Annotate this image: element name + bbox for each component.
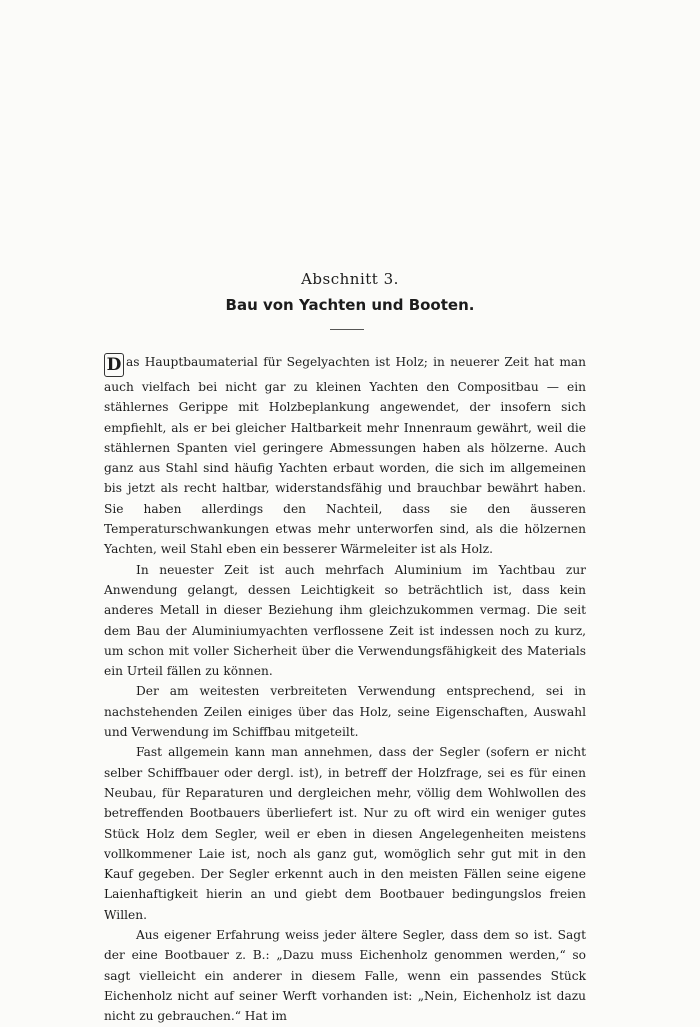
title-divider (330, 329, 364, 330)
paragraph-1-text: as Hauptbaumaterial für Segelyachten ist Holz; in neuerer Zeit hat man auch vielfach bei nicht gar zu kleinen Yachten den Compositbau — ein stählernes Gerippe mit Holzbeplankung angewendet, der insofern sich empfiehlt, als er bei gleicher Haltbarkeit mehr Innenraum gewährt, weil die stählernen Spanten viel geringere Abmessungen haben als hölzerne. Auch ganz aus Stahl sind häufig Yachten erbaut worden, die sich im allgemeinen bis jetzt als recht haltbar, widerstandsfähig und brauchbar bewährt haben. Sie haben allerdings den Nachteil, dass sie den äusseren Temperaturschwankungen etwas mehr unterworfen sind, als die hölzernen Yachten, weil Stahl eben ein besserer Wärmeleiter ist als Holz. (104, 355, 586, 557)
paragraph-1 (104, 352, 586, 560)
paragraph-3: Der am weitesten verbreiteten Verwendung entsprechend, sei in nachstehenden Zeilen einiges über das Holz, seine Eigenschaften, Auswahl und Verwendung im Schiffbau mitgeteilt. (104, 684, 586, 740)
section-label: Abschnitt 3. (301, 270, 399, 288)
paragraph-5: Aus eigener Erfahrung weiss jeder ältere Segler, dass dem so ist. Sagt der eine Bootbauer z. B.: „Dazu muss Eichenholz genommen werden,“ so sagt vielleicht ein anderer in diesem Falle, wenn ein passendes Stück Eichenholz nicht auf seiner Werft vorhanden ist: „Nein, Eichenholz ist dazu nicht zu gebrauchen.“ Hat im (104, 928, 586, 1024)
paragraph-2: In neuester Zeit ist auch mehrfach Aluminium im Yachtbau zur Anwendung gelangt, dessen Leichtigkeit so beträchtlich ist, dass kein anderes Metall in dieser Beziehung ihm gleichzukommen vermag. Die seit dem Bau der Aluminiumyachten verflossene Zeit ist indessen noch zu kurz, um schon mit voller Sicherheit über die Verwendungsfähigkeit des Materials ein Urteil fällen zu können. (104, 562, 586, 679)
body-text (104, 352, 586, 1027)
section-title: Bau von Yachten und Booten. (225, 296, 475, 314)
dropcap-initial: D (104, 353, 124, 377)
paragraph-4: Fast allgemein kann man annehmen, dass der Segler (sofern er nicht selber Schiffbauer oder dergl. ist), in betreff der Holzfrage, sei es für einen Neubau, für Reparaturen und dergleichen mehr, völlig dem Wohlwollen des betreffenden Bootbauers überliefert ist. Nur zu oft wird ein weniger gutes Stück Holz dem Segler, weil er eben in diesen Angelegenheiten meistens vollkommener Laie ist, noch als ganz gut, womöglich sehr gut mit in den Kauf gegeben. Der Segler erkennt auch in den meisten Fällen seine eigene Laienhaftigkeit hierin an und giebt dem Bootbauer bedingungslos freien Willen. (104, 745, 586, 922)
